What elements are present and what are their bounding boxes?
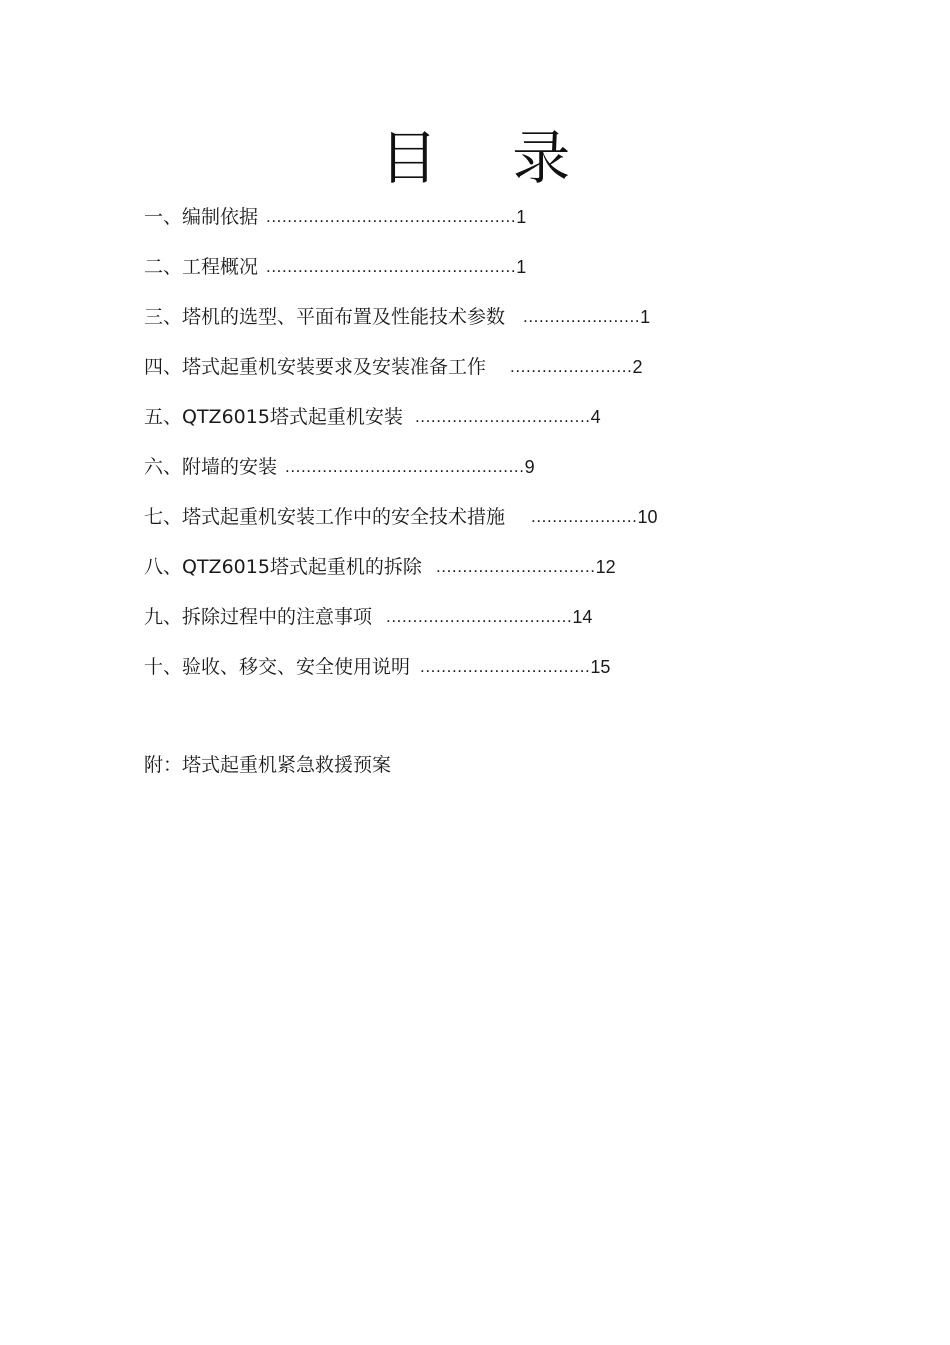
toc-entry-10[interactable]: [144, 652, 610, 682]
toc-page-number: 15: [590, 657, 611, 677]
toc-entry-label: 五、QTZ6015塔式起重机安装: [144, 406, 403, 428]
toc-page-number: 1: [640, 307, 651, 327]
toc-entry-7[interactable]: [144, 502, 658, 532]
toc-entry-6[interactable]: [144, 452, 535, 482]
toc-leader: ..............................: [435, 557, 596, 576]
toc-entry-label: 三、塔机的选型、平面布置及性能技术参数: [144, 306, 506, 328]
toc-entry-1[interactable]: [144, 202, 526, 232]
toc-entry-3[interactable]: [144, 302, 650, 332]
toc-entry-label: 二、工程概况: [144, 256, 259, 278]
toc-page-number: 2: [632, 357, 643, 377]
toc-entry-9[interactable]: [144, 602, 592, 632]
page-title: 目 录: [379, 124, 599, 192]
toc-page-number: 1: [516, 257, 527, 277]
toc-entry-label: 七、塔式起重机安装工作中的安全技术措施: [144, 506, 506, 528]
toc-entry-label: 六、附墙的安装: [144, 456, 278, 478]
appendix-note: 附：塔式起重机紧急救援预案: [144, 754, 392, 776]
toc-entry-2[interactable]: [144, 252, 526, 282]
toc-leader: ....................: [531, 507, 638, 526]
toc-leader: .................................: [414, 407, 591, 426]
toc-entry-4[interactable]: [144, 352, 642, 382]
toc-entry-5[interactable]: [144, 402, 601, 432]
toc-page-number: 1: [516, 207, 527, 227]
toc-entry-label: 四、塔式起重机安装要求及安装准备工作: [144, 356, 487, 378]
toc-leader: .......................: [510, 357, 633, 376]
toc-leader: .............................................: [285, 457, 525, 476]
toc-leader: ...................................: [386, 607, 573, 626]
toc-page-number: 14: [572, 607, 593, 627]
toc-entry-label: 八、QTZ6015塔式起重机的拆除: [144, 556, 422, 578]
toc-leader: ...............................................: [266, 257, 517, 276]
toc-leader: ...............................................: [266, 207, 517, 226]
toc-entry-label: 一、编制依据: [144, 206, 259, 228]
toc-entry-label: 十、验收、移交、安全使用说明: [144, 656, 411, 678]
toc-entry-label: 九、拆除过程中的注意事项: [144, 606, 373, 628]
toc-entry-8[interactable]: [144, 552, 616, 582]
toc-page-number: 4: [590, 407, 601, 427]
toc-page-number: 10: [637, 507, 658, 527]
toc-page-number: 12: [595, 557, 616, 577]
toc-leader: ................................: [420, 657, 591, 676]
toc-leader: ......................: [523, 307, 641, 326]
toc-page-number: 9: [524, 457, 535, 477]
